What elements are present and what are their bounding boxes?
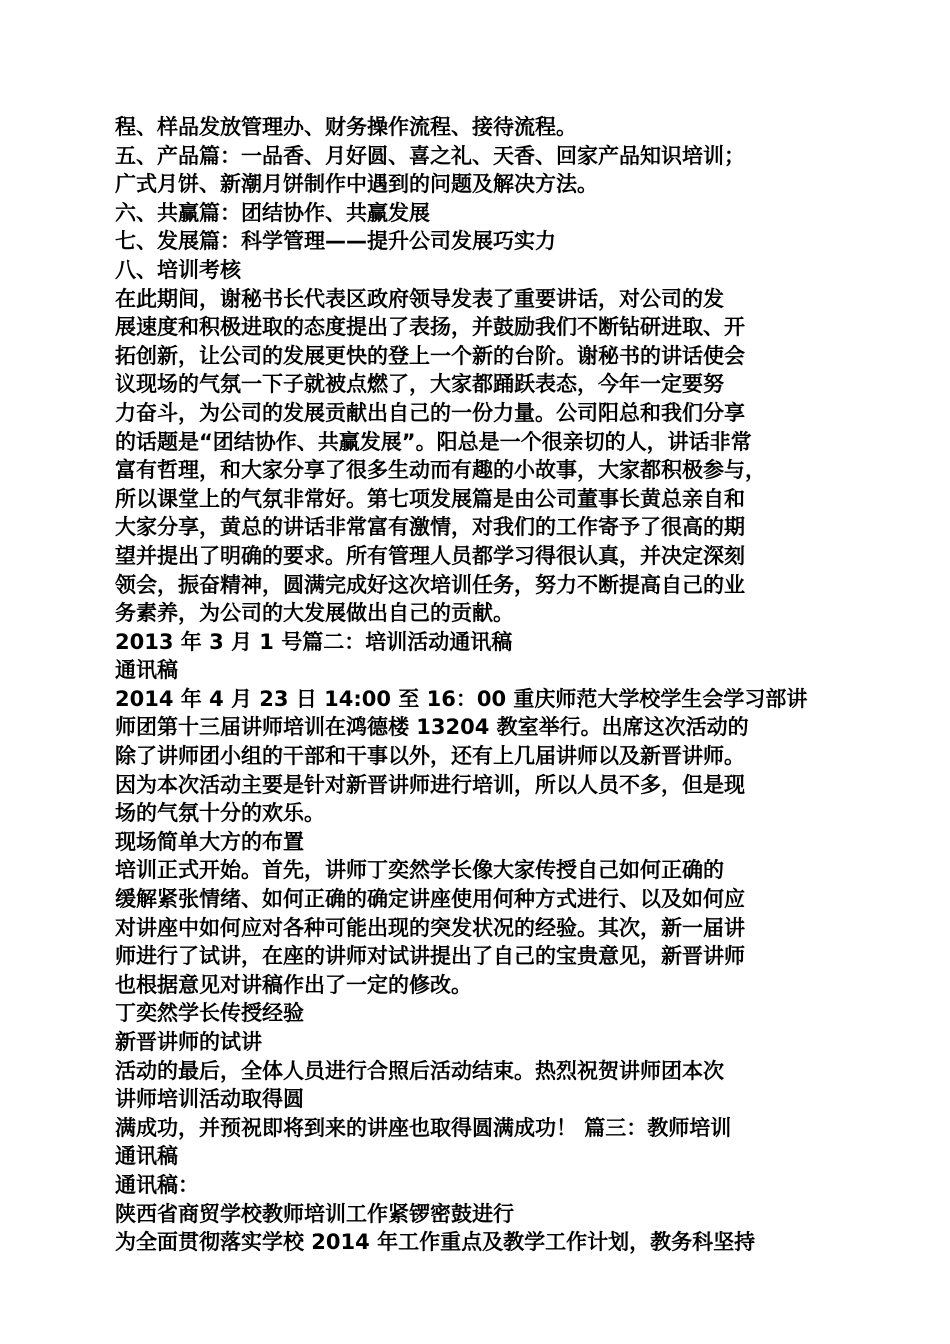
text-line: 通讯稿	[115, 1144, 178, 1169]
text-line: 新晋讲师的试讲	[115, 1030, 262, 1054]
text-line: 务素养，为公司的大发展做出自己的贡献。	[115, 601, 514, 626]
text-line: 望并提出了明确的要求。所有管理人员都学习得很认真，并决定深刻	[115, 543, 745, 568]
text-line: 丁奕然学长传授经验	[115, 1001, 304, 1026]
text-line: 陕西省商贸学校教师培训工作紧锣密鼓进行	[115, 1201, 514, 1226]
text-line: 师进行了试讲，在座的讲师对试讲提出了自己的宝贵意见，新晋讲师	[115, 944, 745, 969]
text-line: 七、发展篇：科学管理——提升公司发展巧实力	[115, 229, 556, 254]
text-line: 活动的最后，全体人员进行合照后活动结束。热烈祝贺讲师团本次	[115, 1058, 724, 1083]
text-line: 议现场的气氛一下子就被点燃了，大家都踊跃表态，今年一定要努	[115, 372, 724, 397]
text-line: 满成功，并预祝即将到来的讲座也取得圆满成功！ 篇三：教师培训	[115, 1115, 732, 1140]
text-line: 程、样品发放管理办、财务操作流程、接待流程。	[115, 115, 577, 139]
text-line: 2013 年 3 月 1 号篇二：培训活动通讯稿	[115, 629, 513, 654]
text-line: 拓创新，让公司的发展更快的登上一个新的台阶。谢秘书的讲话使会	[115, 343, 745, 368]
text-line: 广式月饼、新潮月饼制作中遇到的问题及解决方法。	[115, 172, 598, 197]
text-line: 力奋斗，为公司的发展贡献出自己的一份力量。公司阳总和我们分享	[115, 400, 745, 425]
text-line: 师团第十三届讲师培训在鸿德楼 13204 教室举行。出席这次活动的	[115, 715, 749, 740]
text-line: 领会，振奋精神，圆满完成好这次培训任务，努力不断提高自己的业	[115, 572, 745, 597]
text-line: 现场简单大方的布置	[115, 829, 304, 854]
text-line: 在此期间，谢秘书长代表区政府领导发表了重要讲话，对公司的发	[115, 286, 724, 311]
text-line: 除了讲师团小组的干部和干事以外，还有上几届讲师以及新晋讲师。	[115, 744, 745, 769]
text-line: 八、培训考核	[115, 257, 241, 282]
text-line: 为全面贯彻落实学校 2014 年工作重点及教学工作计划，教务科坚持	[115, 1230, 756, 1255]
text-line: 对讲座中如何应对各种可能出现的突发状况的经验。其次，新一届讲	[115, 915, 745, 940]
text-line: 场的气氛十分的欢乐。	[115, 801, 325, 826]
document-body	[115, 113, 855, 1257]
text-line: 五、产品篇：一品香、月好圆、喜之礼、天香、回家产品知识培训；	[115, 143, 745, 168]
text-line: 所以课堂上的气氛非常好。第七项发展篇是由公司董事长黄总亲自和	[115, 486, 745, 511]
text-line: 讲师培训活动取得圆	[115, 1087, 304, 1112]
text-line: 大家分享，黄总的讲话非常富有激情，对我们的工作寄予了很高的期	[115, 515, 745, 540]
text-line: 的话题是“团结协作、共赢发展”。阳总是一个很亲切的人，讲话非常	[115, 429, 752, 454]
text-line: 六、共赢篇：团结协作、共赢发展	[115, 200, 430, 225]
text-line: 培训正式开始。首先，讲师丁奕然学长像大家传授自己如何正确的	[115, 858, 724, 883]
text-line: 富有哲理，和大家分享了很多生动而有趣的小故事，大家都积极参与，	[115, 458, 766, 483]
text-line: 因为本次活动主要是针对新晋讲师进行培训，所以人员不多，但是现	[115, 772, 745, 797]
text-line: 通讯稿	[115, 658, 178, 683]
text-line: 也根据意见对讲稿作出了一定的修改。	[115, 972, 472, 997]
text-line: 展速度和积极进取的态度提出了表扬，并鼓励我们不断钻研进取、开	[115, 315, 745, 340]
text-line: 2014 年 4 月 23 日 14:00 至 16：00 重庆师范大学校学生会学习部讲	[115, 686, 808, 711]
text-line: 缓解紧张情绪、如何正确的确定讲座使用何种方式进行、以及如何应	[115, 887, 745, 912]
text-line: 通讯稿：	[115, 1172, 199, 1197]
